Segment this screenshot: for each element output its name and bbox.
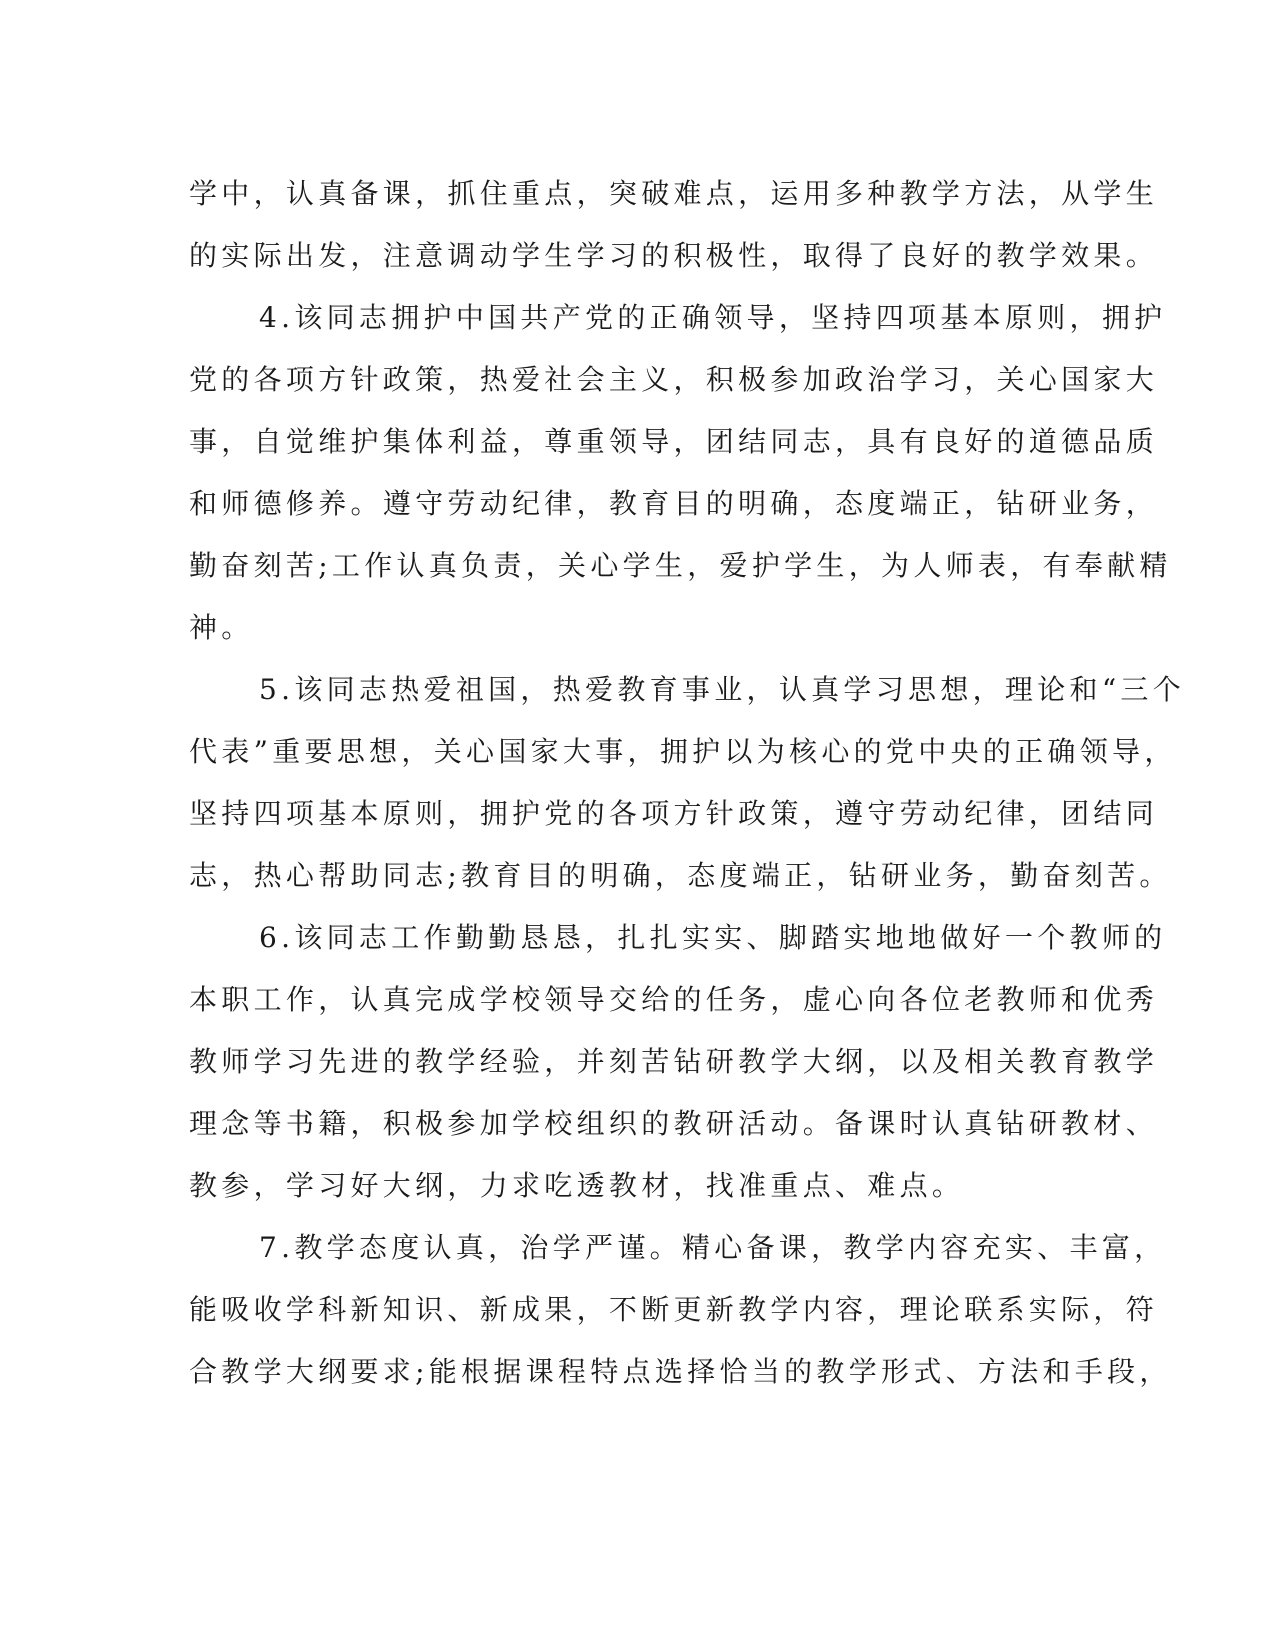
text-line-2: 的实际出发，注意调动学生学习的积极性，取得了良好的教学效果。 (189, 239, 1159, 272)
text-line-16: 理念等书籍，积极参加学校组织的教研活动。备课时认真钻研教材、 (189, 1107, 1159, 1140)
text-line-11: 坚持四项基本原则，拥护党的各项方针政策，遵守劳动纪律，团结同 (189, 797, 1159, 830)
text-line-19: 能吸收学科新知识、新成果，不断更新教学内容，理论联系实际，符 (189, 1293, 1159, 1326)
text-line-20: 合教学大纲要求;能根据课程特点选择恰当的教学形式、方法和手段， (189, 1355, 1172, 1388)
text-line-14: 本职工作，认真完成学校领导交给的任务，虚心向各位老教师和优秀 (189, 983, 1159, 1016)
text-line-8: 神。 (189, 611, 254, 644)
text-line-12: 志，热心帮助同志;教育目的明确，态度端正，钻研业务，勤奋刻苦。 (189, 859, 1172, 892)
text-line-18: 7.教学态度认真，治学严谨。精心备课，教学内容充实、丰富， (259, 1231, 1167, 1264)
text-line-15: 教师学习先进的教学经验，并刻苦钻研教学大纲，以及相关教育教学 (189, 1045, 1159, 1078)
text-line-13: 6.该同志工作勤勤恳恳，扎扎实实、脚踏实地地做好一个教师的 (259, 921, 1167, 954)
text-line-3: 4.该同志拥护中国共产党的正确领导，坚持四项基本原则，拥护 (259, 301, 1167, 334)
text-line-1: 学中，认真备课，抓住重点，突破难点，运用多种教学方法，从学生 (189, 177, 1159, 210)
text-line-17: 教参，学习好大纲，力求吃透教材，找准重点、难点。 (189, 1169, 965, 1202)
text-line-5: 事，自觉维护集体利益，尊重领导，团结同志，具有良好的道德品质 (189, 425, 1159, 458)
text-line-6: 和师德修养。遵守劳动纪律，教育目的明确，态度端正，钻研业务， (189, 487, 1159, 520)
text-line-4: 党的各项方针政策，热爱社会主义，积极参加政治学习，关心国家大 (189, 363, 1159, 396)
text-line-7: 勤奋刻苦;工作认真负责，关心学生，爱护学生，为人师表，有奉献精 (189, 549, 1172, 582)
text-line-9: 5.该同志热爱祖国，热爱教育事业，认真学习思想，理论和“三个 (259, 673, 1186, 706)
text-line-10: 代表”重要思想，关心国家大事，拥护以为核心的党中央的正确领导， (189, 735, 1177, 768)
body-text (189, 163, 1186, 1403)
